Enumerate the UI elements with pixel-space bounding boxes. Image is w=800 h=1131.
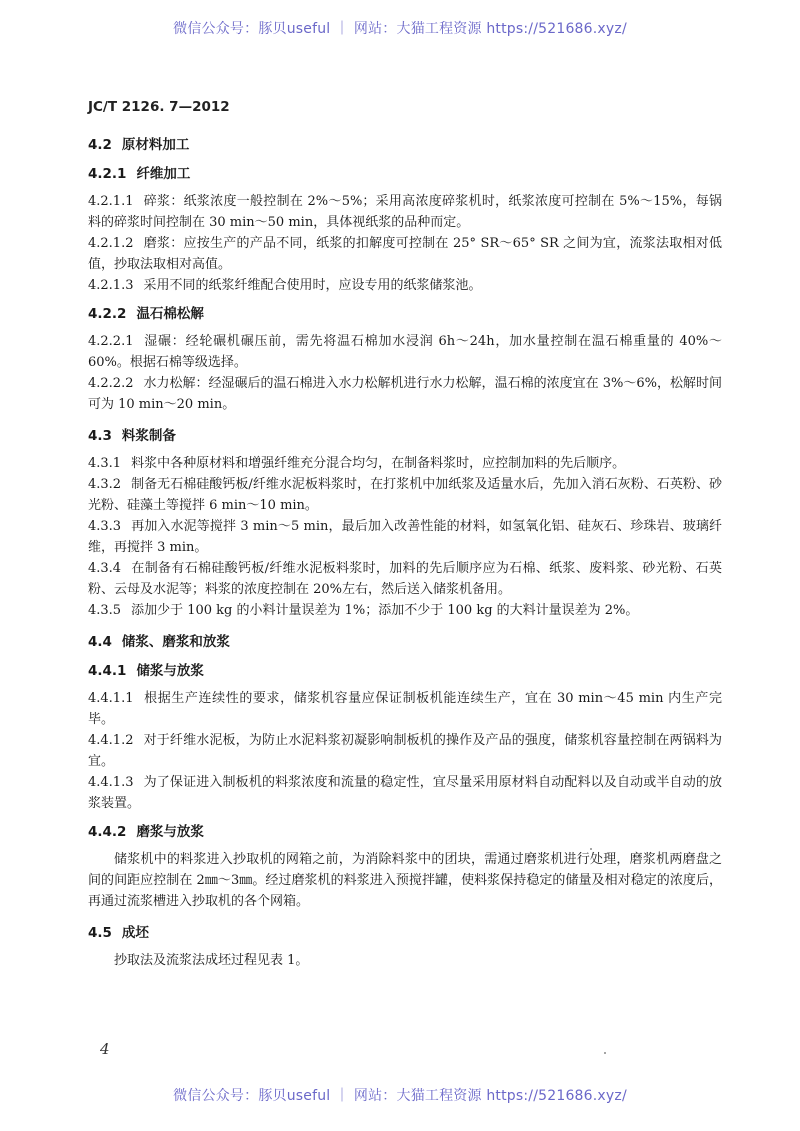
- section-heading-4-3: 4.3 料浆制备: [88, 428, 176, 444]
- watermark-bottom: 微信公众号：豚贝useful ｜ 网站：大猫工程资源 https://521686.xyz/: [173, 1088, 627, 1104]
- paragraph-4-2-1-2: 4.2.1.2 磨浆：应按生产的产品不同，纸浆的扣解度可控制在 25° SR～65° SR 之间为宜，流浆法取相对低值，抄取法取相对高值。: [88, 236, 722, 272]
- standard-code: JC/T 2126. 7—2012: [88, 99, 230, 115]
- paragraph-4-3-1: 4.3.1 料浆中各种原材料和增强纤维充分混合均匀，在制备料浆时，应控制加料的先后顺序。: [88, 456, 626, 471]
- paragraph-4-4-1-1: 4.4.1.1 根据生产连续性的要求，储浆机容量应保证制板机能连续生产，宜在 30 min～45 min 内生产完毕。: [88, 691, 722, 727]
- section-heading-4-4-1: 4.4.1 储浆与放浆: [88, 663, 204, 679]
- section-heading-4-4: 4.4 储浆、磨浆和放浆: [88, 634, 230, 650]
- section-heading-4-2-1: 4.2.1 纤维加工: [88, 166, 191, 182]
- paragraph-4-5: 抄取法及流浆法成坯过程见表 1。: [114, 953, 309, 968]
- paragraph-4-3-2: 4.3.2 制备无石棉硅酸钙板/纤维水泥板料浆时，在打浆机中加纸浆及适量水后，先加入消石灰粉、石英粉、砂光粉、硅藻土等搅拌 6 min～10 min。: [88, 477, 722, 513]
- section-heading-4-4-2: 4.4.2 磨浆与放浆: [88, 824, 204, 840]
- paragraph-4-2-2-2: 4.2.2.2 水力松解：经湿碾后的温石棉进入水力松解机进行水力松解，温石棉的浓度宜在 3%～6%，松解时间可为 10 min～20 min。: [88, 376, 722, 412]
- paragraph-4-3-5: 4.3.5 添加少于 100 kg 的小料计量误差为 1%；添加不少于 100 kg 的大料计量误差为 2%。: [88, 603, 639, 618]
- paragraph-4-4-2: 储浆机中的料浆进入抄取机的网箱之前，为消除料浆中的团块，需通过磨浆机进行处理，磨浆机两磨盘之间的间距应控制在 2㎜～3㎜。经过磨浆机的料浆进入预搅拌罐，使料浆保持稳定的储量及相对稳定的浓度后，再通过流浆槽进入抄取机的各个网箱。: [88, 852, 722, 909]
- section-heading-4-2: 4.2 原材料加工: [88, 137, 190, 153]
- paragraph-4-2-1-3: 4.2.1.3 采用不同的纸浆纤维配合使用时，应设专用的纸浆储浆池。: [88, 278, 482, 293]
- paragraph-4-2-1-1: 4.2.1.1 碎浆：纸浆浓度一般控制在 2%～5%；采用高浓度碎浆机时，纸浆浓度可控制在 5%～15%，每锅料的碎浆时间控制在 30 min～50 min，具体视纸浆的品种而定。: [88, 194, 722, 230]
- document-body: [88, 124, 722, 971]
- paragraph-4-2-2-1: 4.2.2.1 湿碾：经轮碾机碾压前，需先将温石棉加水浸润 6h～24h，加水量控制在温石棉重量的 40%～60%。根据石棉等级选择。: [88, 334, 722, 370]
- paragraph-4-3-4: 4.3.4 在制备有石棉硅酸钙板/纤维水泥板料浆时，加料的先后顺序应为石棉、纸浆、废料浆、砂光粉、石英粉、云母及水泥等；料浆的浓度控制在 20%左右，然后送入储浆机备用。: [88, 561, 722, 597]
- paragraph-4-3-3: 4.3.3 再加入水泥等搅拌 3 min～5 min，最后加入改善性能的材料，如氢氧化铝、硅灰石、珍珠岩、玻璃纤维，再搅拌 3 min。: [88, 519, 722, 555]
- paragraph-4-4-1-3: 4.4.1.3 为了保证进入制板机的料浆浓度和流量的稳定性，宜尽量采用原材料自动配料以及自动或半自动的放浆装置。: [88, 775, 722, 811]
- section-heading-4-5: 4.5 成坯: [88, 925, 149, 941]
- paragraph-4-4-1-2: 4.4.1.2 对于纤维水泥板，为防止水泥料浆初凝影响制板机的操作及产品的强度，储浆机容量控制在两锅料为宜。: [88, 733, 722, 769]
- watermark-top: 微信公众号：豚贝useful ｜ 网站：大猫工程资源 https://521686.xyz/: [173, 21, 627, 37]
- scan-speck: [604, 1052, 606, 1054]
- page-number: 4: [100, 1040, 110, 1058]
- scan-speck: [590, 848, 592, 850]
- section-heading-4-2-2: 4.2.2 温石棉松解: [88, 306, 204, 322]
